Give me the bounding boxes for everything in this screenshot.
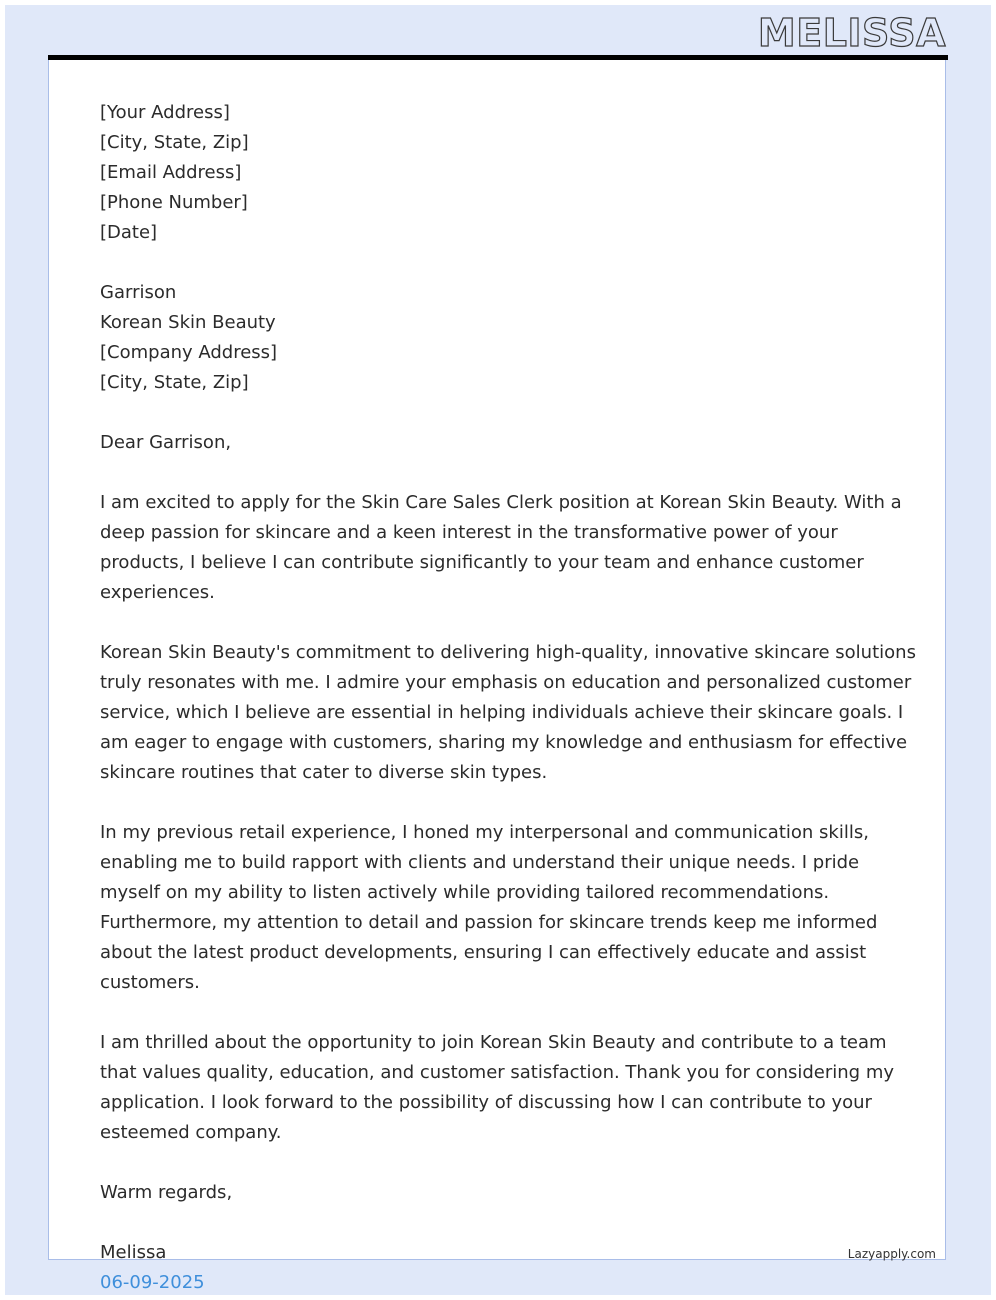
sender-email: [Email Address] [100, 162, 242, 183]
spacer [100, 788, 900, 818]
sender-city-state-zip: [City, State, Zip] [100, 132, 249, 153]
spacer [100, 248, 900, 278]
brand-name: MELISSA [757, 11, 946, 55]
paragraph-line: esteemed company. [100, 1122, 282, 1143]
paragraph-line: that values quality, education, and customer satisfaction. Thank you for considering my [100, 1062, 895, 1083]
paragraph-line: truly resonates with me. I admire your emphasis on education and personalized customer [100, 672, 912, 693]
paragraph-intro [100, 488, 900, 608]
sender-block [100, 98, 900, 248]
spacer [100, 608, 900, 638]
paragraph-line: I am excited to apply for the Skin Care Sales Clerk position at Korean Skin Beauty. With a [100, 492, 902, 513]
sender-date: [Date] [100, 222, 158, 243]
spacer [100, 1148, 900, 1178]
paragraph-line: myself on my ability to listen actively while providing tailored recommendations. [100, 882, 830, 903]
sender-phone: [Phone Number] [100, 192, 248, 213]
paragraph-line: Korean Skin Beauty's commitment to delivering high-quality, innovative skincare solutions [100, 642, 916, 663]
paragraph-line: experiences. [100, 582, 215, 603]
signed-date: 06-09-2025 [100, 1272, 205, 1293]
paragraph-line: skincare routines that cater to diverse skin types. [100, 762, 548, 783]
paragraph-line: enabling me to build rapport with clients and understand their unique needs. I pride [100, 852, 860, 873]
cover-letter [100, 98, 916, 1298]
paragraph-line: service, which I believe are essential in helping individuals achieve their skincare goals. I [100, 702, 904, 723]
recipient-address: [Company Address] [100, 342, 278, 363]
recipient-city-state-zip: [City, State, Zip] [100, 372, 249, 393]
recipient-block [100, 278, 900, 398]
closing-phrase: Warm regards, [100, 1182, 233, 1203]
spacer [100, 1208, 900, 1238]
spacer [100, 998, 900, 1028]
paragraph-line: am eager to engage with customers, sharing my knowledge and enthusiasm for effective [100, 732, 908, 753]
footer-site-credit: Lazyapply.com [847, 1247, 936, 1261]
salutation: Dear Garrison, [100, 432, 232, 453]
paragraph-line: deep passion for skincare and a keen interest in the transformative power of your [100, 522, 838, 543]
recipient-name: Garrison [100, 282, 177, 303]
paragraph-line: customers. [100, 972, 200, 993]
recipient-company: Korean Skin Beauty [100, 312, 276, 333]
paragraph-line: I am thrilled about the opportunity to join Korean Skin Beauty and contribute to a team [100, 1032, 887, 1053]
paragraph-company [100, 638, 916, 788]
paragraph-line: products, I believe I can contribute significantly to your team and enhance customer [100, 552, 864, 573]
spacer [100, 458, 900, 488]
paragraph-experience [100, 818, 900, 998]
paragraph-line: Furthermore, my attention to detail and passion for skincare trends keep me informed [100, 912, 878, 933]
paragraph-closing [100, 1028, 900, 1148]
spacer [100, 398, 900, 428]
paragraph-line: In my previous retail experience, I honed my interpersonal and communication skills, [100, 822, 869, 843]
sender-address: [Your Address] [100, 102, 230, 123]
signature-name: Melissa [100, 1242, 167, 1263]
paragraph-line: application. I look forward to the possibility of discussing how I can contribute to your [100, 1092, 872, 1113]
paragraph-line: about the latest product developments, ensuring I can effectively educate and assist [100, 942, 867, 963]
